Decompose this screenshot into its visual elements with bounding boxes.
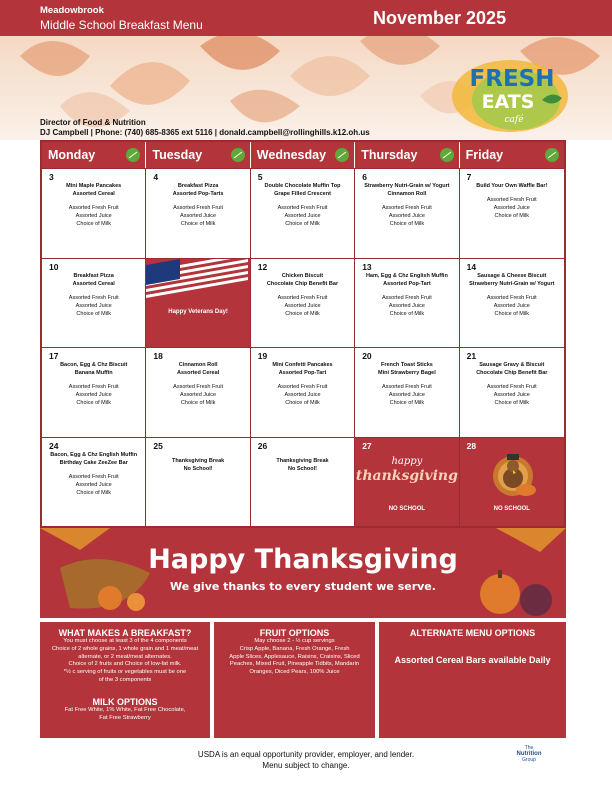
menu-side: Assorted Fresh Fruit — [486, 294, 537, 301]
day-number: 26 — [257, 440, 268, 451]
menu-side: Choice of Milk — [389, 221, 425, 227]
director-title: Director of Food & Nutrition — [40, 118, 146, 127]
menu-side: Assorted Fresh Fruit — [381, 384, 432, 390]
menu-side: Choice of Milk — [76, 489, 111, 496]
day-number: 25 — [153, 440, 163, 451]
menu-entree: Assorted Cereal — [72, 191, 115, 197]
menu-entree: Double Chocolate Muffin Top — [264, 183, 341, 189]
day-number: 14 — [466, 261, 477, 272]
menu-side: Assorted Fresh Fruit — [381, 294, 432, 301]
menu-side: Assorted Fresh Fruit — [68, 473, 119, 480]
menu-entree: Chocolate Chip Benefit Bar — [476, 370, 548, 376]
milk-option-line: Fat Free White, 1% White, Fat Free Chocolate, — [64, 706, 186, 713]
calendar-week — [42, 347, 564, 437]
day-cell — [460, 169, 564, 258]
day-number: 13 — [362, 261, 372, 272]
day-number: 11 — [153, 261, 163, 272]
fruit-option-line: May choose 2 - ½ cup servings — [254, 638, 335, 644]
thanksgiving-break-text: Thanksgiving Break — [171, 457, 225, 464]
day-number: 19 — [257, 351, 268, 361]
menu-entree: Assorted Pop-Tart — [383, 280, 431, 287]
day-number: 12 — [257, 261, 268, 272]
logo-word-cafe: café — [504, 115, 524, 125]
menu-side: Choice of Milk — [389, 400, 425, 406]
breakfast-requirements-box — [40, 622, 210, 738]
menu-side: Choice of Milk — [76, 310, 111, 317]
day-number: 21 — [466, 351, 477, 361]
menu-side: Assorted Juice — [284, 302, 321, 309]
menu-side: Assorted Fresh Fruit — [277, 205, 328, 211]
menu-entree: Mini Maple Pancakes — [66, 183, 122, 189]
breakfast-rule-line: Choice of 2 whole grains, 1 whole grain and 1 meat/meat — [51, 645, 199, 652]
menu-side: Assorted Juice — [388, 302, 425, 309]
veterans-day-cell — [146, 259, 250, 348]
logo-word-eats: EATS — [481, 91, 535, 113]
day-cell — [146, 348, 250, 437]
menu-side: Assorted Juice — [180, 392, 217, 398]
breakfast-rule-line: Choice of 2 fruits and Choice of low-fat milk. — [68, 661, 182, 668]
day-cell — [460, 259, 564, 348]
menu-calendar — [40, 140, 566, 528]
calendar-week — [42, 437, 564, 527]
weekday-wednesday: Wednesday — [251, 142, 355, 168]
menu-entree: Assorted Cereal — [72, 280, 115, 287]
logo-sub-text: Group — [522, 757, 536, 763]
menu-side: Assorted Juice — [180, 213, 217, 219]
day-cell — [42, 438, 146, 527]
day-cell — [251, 348, 355, 437]
day-cell — [460, 348, 564, 437]
menu-entree: Bacon, Egg & Chz Biscuit — [60, 362, 128, 368]
menu-side: Choice of Milk — [389, 310, 425, 317]
menu-entree: Mini Strawberry Bagel — [378, 370, 436, 376]
day-cell — [146, 169, 250, 258]
day-number: 10 — [49, 261, 59, 272]
weekday-monday: Monday — [42, 142, 146, 168]
leaf-icon — [126, 148, 140, 162]
no-school-text: No School! — [287, 465, 317, 472]
menu-side: Choice of Milk — [494, 400, 530, 406]
day-number: 28 — [466, 440, 477, 451]
menu-change-note: Menu subject to change. — [262, 761, 350, 770]
menu-entree: Assorted Pop-Tart — [278, 370, 327, 376]
menu-entree: Strawberry Nutri-Grain w/ Yogurt — [469, 280, 555, 287]
menu-side: Assorted Fresh Fruit — [68, 384, 119, 390]
menu-entree: Breakfast Pizza — [177, 183, 219, 189]
day-cell — [251, 169, 355, 258]
menu-side: Assorted Juice — [75, 213, 112, 219]
day-number: 27 — [362, 440, 372, 451]
no-school-text: No School! — [183, 465, 213, 472]
nutrition-group-logo — [509, 745, 549, 763]
logo-name-text: Nutrition — [516, 751, 542, 757]
weekday-header — [42, 142, 564, 168]
fruit-option-line: Crisp Apple, Banana, Fresh Orange, Fresh — [239, 645, 350, 652]
menu-side: Assorted Juice — [75, 302, 112, 309]
alternate-menu-box — [379, 622, 566, 738]
menu-entree: Breakfast Pizza — [73, 272, 114, 279]
menu-side: Assorted Juice — [284, 392, 321, 398]
menu-side: Assorted Fresh Fruit — [68, 205, 119, 211]
breakfast-rule-line: You must choose at least 3 of the 4 components — [63, 638, 187, 644]
leaf-icon — [335, 148, 349, 162]
alternate-box-title: ALTERNATE MENU OPTIONS — [409, 628, 536, 638]
day-cell — [355, 169, 459, 258]
banner-title: Happy Thanksgiving — [148, 544, 458, 575]
day-number: 7 — [466, 172, 472, 182]
menu-entree: Chicken Biscuit — [281, 272, 324, 279]
menu-side: Choice of Milk — [285, 400, 320, 406]
menu-side: Assorted Fresh Fruit — [381, 205, 432, 211]
menu-entree: Sausage & Cheese Biscuit — [477, 272, 547, 279]
menu-entree: French Toast Sticks — [380, 362, 433, 368]
thanksgiving-break-text: Thanksgiving Break — [276, 457, 329, 464]
fruit-options-box — [214, 622, 375, 738]
day-cell — [42, 348, 146, 437]
milk-options-title: MILK OPTIONS — [92, 696, 158, 707]
menu-side: Assorted Juice — [388, 392, 425, 398]
month-title: November 2025 — [373, 8, 507, 28]
fruit-option-line: Apple Slices, Applesauce, Raisins, Craisins, Sliced — [229, 653, 360, 660]
logo-word-fresh: FRESH — [469, 66, 555, 92]
day-cell — [42, 169, 146, 258]
breakfast-rule-line: alternate, or 2 meat/meat alternates. — [78, 653, 172, 660]
menu-side: Assorted Juice — [75, 481, 112, 488]
menu-side: Choice of Milk — [76, 400, 111, 406]
menu-entree: Bacon, Egg & Chz English Muffin — [50, 451, 138, 458]
day-number: 6 — [362, 172, 367, 182]
menu-side: Assorted Juice — [493, 392, 530, 398]
day-number: 3 — [49, 172, 54, 182]
day-cell — [355, 348, 459, 437]
menu-entree: Chocolate Chip Benefit Bar — [266, 280, 339, 287]
weekday-friday: Friday — [460, 142, 564, 168]
menu-side: Assorted Fresh Fruit — [173, 384, 223, 390]
menu-side: Choice of Milk — [285, 310, 320, 317]
weekday-thursday: Thursday — [355, 142, 459, 168]
milk-option-line: Fat Free Strawberry — [99, 714, 151, 721]
menu-side: Choice of Milk — [494, 213, 530, 219]
menu-entree: Birthday Cake ZeeZee Bar — [59, 459, 128, 466]
happy-script-text: happy — [391, 455, 423, 467]
menu-entree: Sausage Gravy & Biscuit — [479, 362, 545, 368]
menu-entree: Cinnamon Roll — [178, 362, 218, 368]
fresh-eats-logo — [450, 56, 574, 136]
day-number: 24 — [49, 440, 59, 451]
breakfast-rule-line: of the 3 components — [98, 676, 152, 683]
calendar-week — [42, 258, 564, 348]
leaf-icon — [440, 148, 454, 162]
menu-side: Assorted Fresh Fruit — [486, 197, 537, 203]
fruit-option-line: Oranges, Diced Pears, 100% Juice — [249, 669, 340, 676]
veterans-day-note: Happy Veterans Day! — [168, 308, 228, 315]
menu-side: Assorted Fresh Fruit — [486, 384, 537, 390]
menu-side: Choice of Milk — [76, 221, 111, 227]
menu-entree: Banana Muffin — [74, 370, 113, 376]
day-number: 18 — [153, 351, 163, 361]
day-number: 20 — [362, 351, 372, 361]
menu-side: Choice of Milk — [180, 221, 216, 227]
weekday-tuesday: Tuesday — [146, 142, 250, 168]
usda-statement: USDA is an equal opportunity provider, employer, and lender. — [197, 750, 415, 759]
day-cell — [251, 438, 355, 527]
thanksgiving-script-text: thanksgiving — [355, 467, 458, 484]
leaf-icon — [231, 148, 245, 162]
leaf-icon — [545, 148, 559, 162]
menu-title: Middle School Breakfast Menu — [40, 18, 203, 32]
school-name: Meadowbrook — [40, 5, 104, 16]
menu-side: Assorted Juice — [493, 205, 530, 211]
menu-entree: Mini Confetti Pancakes — [272, 362, 333, 368]
no-school-note: NO SCHOOL — [493, 505, 530, 512]
day-number: 4 — [153, 172, 159, 182]
menu-entree: Assorted Pop-Tarts — [172, 191, 224, 197]
menu-side: Assorted Juice — [75, 392, 112, 398]
day-number: 5 — [257, 172, 263, 182]
turkey-icon — [478, 450, 548, 498]
day-cell — [146, 438, 250, 527]
thanksgiving-day-cell — [355, 438, 459, 527]
menu-entree: Strawberry Nutri-Grain w/ Yogurt — [364, 183, 450, 189]
menu-side: Assorted Juice — [284, 213, 321, 219]
menu-entree: Build Your Own Waffle Bar! — [476, 183, 548, 189]
menu-side: Assorted Fresh Fruit — [277, 384, 328, 390]
alternate-menu-text: Assorted Cereal Bars available Daily — [394, 655, 551, 665]
menu-side: Assorted Fresh Fruit — [173, 205, 223, 211]
day-cell — [355, 259, 459, 348]
thanksgiving-banner — [40, 528, 566, 618]
menu-side: Choice of Milk — [285, 221, 320, 227]
day-cell — [251, 259, 355, 348]
logo-small-text: The — [524, 745, 534, 751]
turkey-day-cell — [460, 438, 564, 527]
menu-entree: Cinnamon Roll — [387, 191, 427, 197]
menu-side: Assorted Juice — [493, 302, 530, 309]
banner-subtitle: We give thanks to every student we serve. — [170, 580, 436, 593]
fruit-option-line: Peaches, Mixed Fruit, Pineapple Tidbits, Mandarin — [229, 661, 360, 668]
fruit-box-title: FRUIT OPTIONS — [259, 628, 330, 638]
calendar-week — [42, 168, 564, 258]
menu-side: Assorted Fresh Fruit — [68, 294, 119, 301]
menu-entree: Grape Filled Crescent — [274, 191, 331, 197]
day-number: 17 — [49, 351, 59, 361]
menu-side: Choice of Milk — [180, 400, 216, 406]
director-contact: DJ Campbell | Phone: (740) 685-8365 ext 5116 | donald.campbell@rollinghills.k12.oh.us — [40, 128, 370, 137]
menu-entree: Assorted Cereal — [177, 370, 220, 376]
no-school-note: NO SCHOOL — [388, 505, 426, 512]
menu-side: Assorted Fresh Fruit — [277, 294, 328, 301]
day-cell — [42, 259, 146, 348]
menu-side: Choice of Milk — [494, 310, 530, 317]
menu-entree: Ham, Egg & Chz English Muffin — [365, 272, 448, 279]
breakfast-rule-line: *½ c serving of fruits or vegetables must be one — [63, 669, 187, 676]
breakfast-box-title: WHAT MAKES A BREAKFAST? — [58, 628, 192, 638]
menu-side: Assorted Juice — [388, 213, 425, 219]
